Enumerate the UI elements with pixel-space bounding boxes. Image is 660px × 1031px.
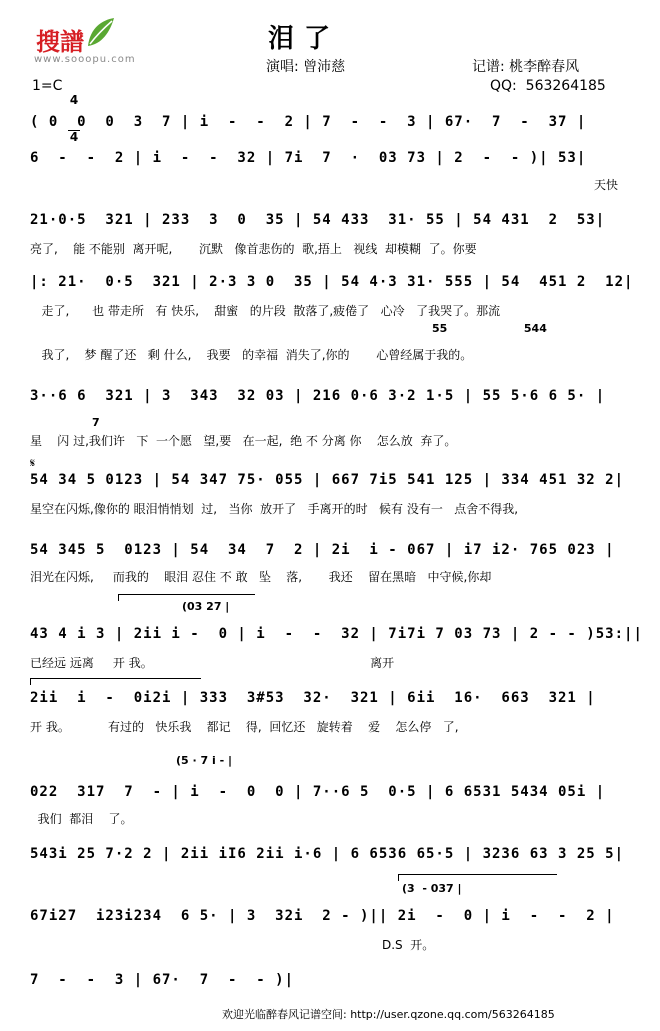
- lyric-line-2: 天快: [594, 178, 619, 192]
- key-signature: 1=C: [32, 78, 63, 94]
- logo[interactable]: [28, 16, 148, 68]
- segno-icon: 𝄋: [30, 456, 36, 470]
- ds-marking: D.S 开。: [382, 938, 435, 952]
- time-signature-bottom: 4: [69, 130, 79, 144]
- variant-notes-3: (5 · 7 i - |: [176, 754, 233, 767]
- score-line-8: 43 4 i 3 | 2ii i - 0 | i - - 32 | 7i7i 7 03 73 | 2 - - )53:||: [30, 626, 643, 642]
- variant-notes-2: 7: [92, 416, 100, 429]
- score-line-9: 2ii i - 0i2i | 333 3#53 32· 321 | 6ii 16· 663 321 |: [30, 690, 596, 706]
- leaf-icon: [84, 16, 116, 52]
- first-ending-notes: (03 27 |: [182, 600, 230, 613]
- score-line-4: |: 21· 0·5 321 | 2·3 3 0 35 | 54 4·3 31· 555 | 54 451 2 12|: [30, 274, 634, 290]
- lyric-line-9: 开 我。 有过的 快乐我 都记 得, 回忆还 旋转着 爱 怎么停 了,: [30, 720, 459, 734]
- score-line-3: 21·0·5 321 | 233 3 0 35 | 54 433 31· 55 | 54 431 2 53|: [30, 212, 606, 228]
- footer-note: 欢迎光临醉春风记谱空间: http://user.qzone.qq.com/563264185: [222, 1008, 555, 1021]
- lyric-line-8: 已经远 远离 开 我。 离开: [30, 656, 395, 670]
- score-line-12: 67i27 i23i234 6 5· | 3 32i 2 - )|| 2i - 0 | i - - 2 |: [30, 908, 615, 924]
- score-line-1: ( 0 0 0 3 7 | i - - 2 | 7 - - 3 | 67· 7 - 37 |: [30, 114, 587, 130]
- lyric-line-10: 我们 都泪 了。: [30, 812, 133, 826]
- score-line-7: 54 345 5 0123 | 54 34 7 2 | 2i i - 067 | i7 i2· 765 023 |: [30, 542, 615, 558]
- lyric-line-4b: 我了, 梦 醒了还 剩 什么, 我要 的幸福 消失了,你的 心曾经属于我的。: [30, 348, 473, 362]
- score-line-5: 3··6 6 321 | 3 343 32 03 | 216 0·6 3·2 1·5 | 55 5·6 6 5· |: [30, 388, 606, 404]
- score-line-10: 022 317 7 - | i - 0 0 | 7··6 5 0·5 | 6 6531 5434 05i |: [30, 784, 606, 800]
- score-line-6: 54 34 5 0123 | 54 347 75· 055 | 667 7i5 541 125 | 334 451 32 2|: [30, 472, 625, 488]
- singer-line: 演唱: 曾沛慈: [266, 59, 346, 75]
- lyric-line-7: 泪光在闪烁, 而我的 眼泪 忍住 不 敢 坠 落, 我还 留在黑暗 中守候,你却: [30, 570, 492, 584]
- lyric-line-5: 星 闪 过,我们许 下 一个愿 望,要 在一起, 绝 不 分离 你 怎么放 弃了。: [30, 434, 457, 448]
- transcriber-line: 记谱: 桃李醉春风: [472, 59, 580, 75]
- variant-notes-1: 55 544: [432, 322, 547, 335]
- qq-line: QQ: 563264185: [490, 78, 606, 94]
- score-line-11: 543i 25 7·2 2 | 2ii iI6 2ii i·6 | 6 6536 65·5 | 3236 63 3 25 5|: [30, 846, 625, 862]
- score-line-13: 7 - - 3 | 67· 7 - - )|: [30, 972, 295, 988]
- logo-text: 搜譜: [36, 28, 84, 56]
- page-title: 泪了: [268, 24, 341, 54]
- third-ending-bracket: [398, 874, 557, 881]
- variant-notes-4: (3 - 037 |: [402, 882, 462, 895]
- logo-url: www.sooopu.com: [34, 54, 136, 65]
- score-line-2: 6 - - 2 | i - - 32 | 7i 7 · 03 73 | 2 - - )| 53|: [30, 150, 587, 166]
- time-signature-top: 4: [69, 93, 79, 107]
- second-ending-bracket: [30, 678, 201, 685]
- lyric-line-3: 亮了, 能 不能别 离开呢, 沉默 像首悲伤的 歌,捂上 视线 却模糊 了。你要: [30, 242, 477, 256]
- lyric-line-6: 星空在闪烁,像你的 眼泪悄悄划 过, 当你 放开了 手离开的时 候有 没有一 点舍不得我,: [30, 502, 519, 516]
- lyric-line-4: 走了, 也 带走所 有 快乐, 甜蜜 的片段 散落了,疲倦了 心冷 了我哭了。那流: [30, 304, 501, 318]
